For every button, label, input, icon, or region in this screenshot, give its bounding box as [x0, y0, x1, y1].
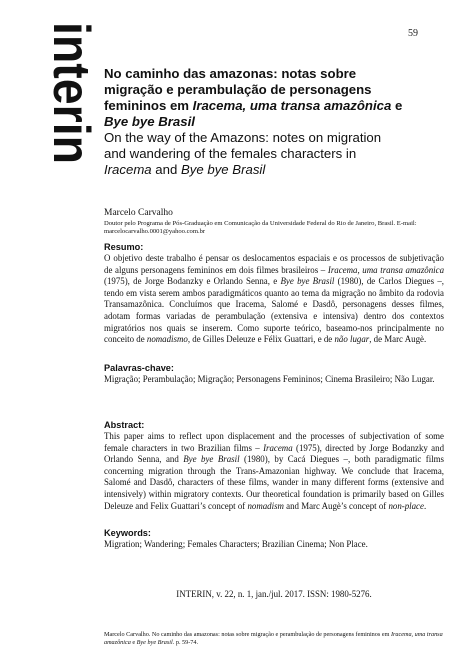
title-en-line: and: [151, 162, 181, 177]
keywords-heading: Keywords:: [104, 528, 151, 538]
title-en-line: and wandering of the females characters in: [104, 146, 357, 161]
resumo-text-run: , de Marc Augè.: [369, 334, 427, 345]
citation-text-run: Marcelo Carvalho. No caminho das amazonas: notas sobre migração e perambulação de personagens femininos em: [104, 631, 391, 638]
abstract-text-run: (1975), directed by Jorge Bodanzky and Orlando Senna, and: [104, 442, 445, 465]
journal-logo-graphic: [4, 18, 100, 181]
resumo-text-run: (1980), de Carlos Diegues –, tendo em vista serem ambos paradigmáticos quanto ao tema da migração no âmbito da rodovia Transamazônica. Concluímos que Iracema, Salomé e Dasdô, personagens desses filmes, adotam formas variadas de perambulação (extensiva e intensiva) dentro dos contextos migratórios nos quais se inserem. Como suporte teórico, baseamo-nos principalmente no conceito de: [104, 276, 444, 345]
abstract-text-run: This paper aims to reflect upon displacement and the processes of subjectivation of some female characters in two Brazilian films –: [104, 431, 444, 453]
palavras-chave-section: [104, 363, 444, 386]
journal-logo: [4, 18, 100, 181]
keywords-text: Migration; Wandering; Females Characters; Brazilian Cinema; Non Place.: [104, 539, 368, 549]
resumo-text-run: O objetivo deste trabalho é pensar os deslocamentos espaciais e os processos de subjetivação de alguns personagens femininos em dois filmes brasileiros –: [104, 253, 444, 275]
abstract-film-title: Iracema: [263, 442, 293, 453]
citation-film-title: Iracema, uma transa amazônica: [104, 631, 443, 647]
page-number: 59: [408, 28, 418, 39]
citation-text-run: e: [130, 639, 137, 647]
resumo-text: [104, 253, 444, 346]
resumo-text-run: , de Gilles Deleuze e Félix Guattari, e de: [187, 334, 335, 345]
title-en-line: On the way of the Amazons: notes on migration: [104, 130, 382, 145]
article-title: [104, 66, 444, 178]
title-pt-line: e: [391, 98, 403, 113]
author-name: Marcelo Carvalho: [104, 208, 173, 218]
title-pt-film: Iracema, uma transa amazônica: [192, 98, 392, 113]
palavras-chave-heading: Palavras-chave:: [104, 363, 174, 373]
abstract-text: [104, 431, 444, 512]
abstract-concept: nomadism: [247, 500, 284, 511]
abstract-heading: Abstract:: [104, 420, 145, 430]
abstract-film-title: Bye bye Brasil: [183, 454, 240, 465]
title-portuguese: [104, 66, 444, 130]
abstract-concept: non-place: [388, 500, 424, 511]
abstract-section: [104, 420, 444, 512]
resumo-section: [104, 242, 444, 346]
title-pt-line: migração e perambulação de personagens: [104, 82, 372, 97]
title-en-film: Bye bye Brasil: [180, 162, 266, 177]
author-affiliation-line: Doutor pelo Programa de Pós-Graduação em Comunicação da Universidade Federal do Rio de Janeiro, Brasil. E-mail:: [104, 220, 417, 227]
title-pt-line: No caminho das amazonas: notas sobre: [104, 66, 357, 81]
abstract-text-run: and Marc Augè’s concept of: [283, 500, 389, 511]
title-pt-line: femininos em: [104, 98, 193, 113]
keywords-section: [104, 528, 444, 551]
author-block: [104, 207, 444, 237]
resumo-text-run: (1975), de Jorge Bodanzky e Orlando Senna, e: [104, 276, 281, 287]
citation-text-run: . p. 59-74.: [172, 639, 199, 647]
resumo-film-title: Iracema, uma transa amazônica: [327, 264, 445, 275]
resumo-concept: não lugar: [334, 334, 370, 345]
palavras-chave-text: Migração; Perambulação; Migração; Personagens Femininos; Cinema Brasileiro; Não Lugar.: [104, 374, 435, 384]
abstract-text-run: .: [423, 500, 427, 511]
abstract-text-run: (1980), by Cacá Diegues –, both paradigmatic films concerning migration through the Trans-Amazonian highway. We conclude that Iracema, Salomé and Dasdô, characters of these films, wander in many different forms (extensive and intensively) within migratory contexts. Our theoretical foundation is primarily based on Gilles Deleuze and Felix Guattari’s concept of: [104, 454, 444, 511]
citation-film-title: Bye bye Brasil: [136, 639, 173, 647]
resumo-concept: nomadismo: [146, 334, 188, 345]
title-en-film: Iracema: [104, 162, 152, 177]
resumo-heading: Resumo:: [104, 242, 144, 252]
journal-citation: INTERIN, v. 22, n. 1, jan./jul. 2017. ISSN: 1980-5276.: [176, 589, 372, 599]
author-affiliation: [104, 220, 444, 237]
resumo-film-title: Bye bye Brasil: [280, 276, 335, 287]
title-pt-film: Bye bye Brasil: [104, 114, 195, 129]
title-english: [104, 130, 444, 178]
article-citation: [104, 631, 444, 647]
journal-logo-text: interin: [42, 22, 100, 181]
author-email: marcelocarvalho.0001@yahoo.com.br: [104, 228, 206, 236]
